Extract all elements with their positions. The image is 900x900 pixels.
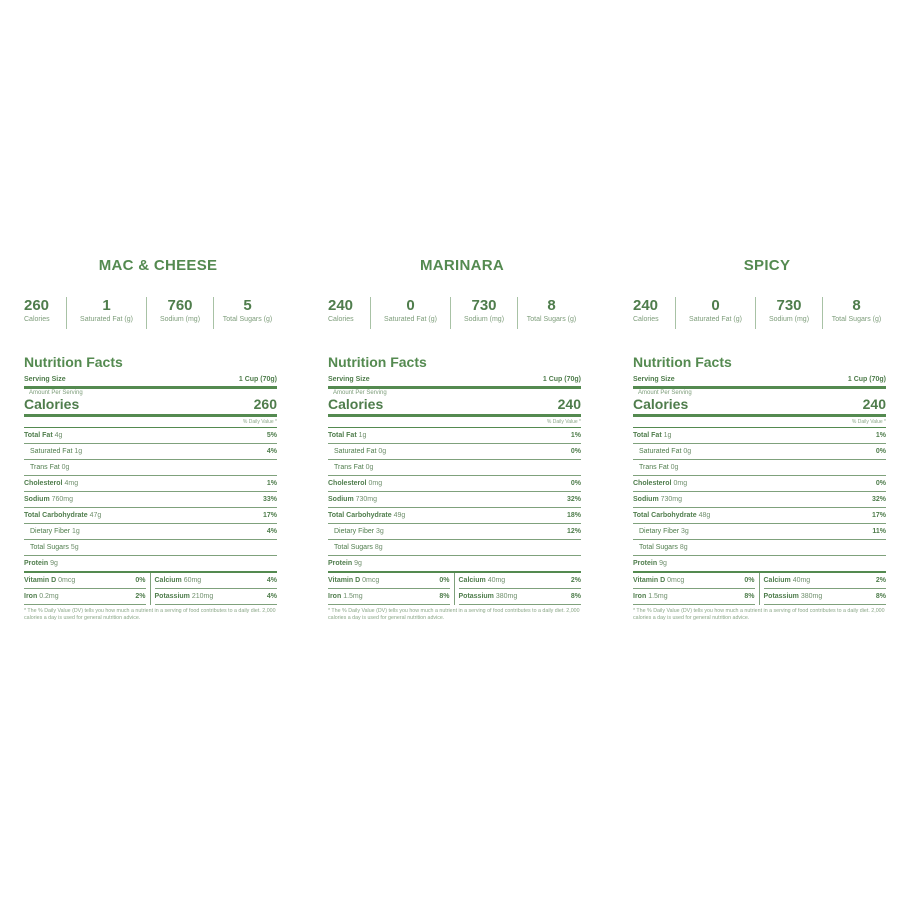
nutrient-amount: 9g <box>50 559 58 567</box>
mineral-amount: 1.5mg <box>648 593 668 600</box>
mineral-row <box>459 589 582 605</box>
nutrient-name <box>24 560 58 568</box>
nutrient-amount: 4g <box>54 431 63 439</box>
nutrient-row <box>24 476 277 492</box>
mineral-name <box>155 577 202 584</box>
nutrient-name <box>633 448 691 456</box>
stat-value: 8 <box>547 297 556 314</box>
nutrient-name <box>328 432 366 440</box>
calories-row <box>328 397 581 417</box>
mineral-daily-value: 4% <box>266 577 277 584</box>
mineral-name <box>633 593 668 600</box>
summary-stat-saturated-fat <box>675 297 755 329</box>
nutrient-label: Total Fat <box>24 431 53 439</box>
summary-stat-saturated-fat <box>66 297 146 329</box>
mineral-daily-value: 2% <box>570 577 581 584</box>
mineral-daily-value: 8% <box>570 593 581 600</box>
nutrient-name <box>328 464 373 472</box>
mineral-amount: 40mg <box>487 577 506 584</box>
serving-size-value: 1 Cup (70g) <box>847 376 886 383</box>
stat-label: Total Sugars (g) <box>222 316 273 323</box>
nutrient-row <box>633 508 886 524</box>
mineral-name <box>155 593 214 600</box>
daily-value-footnote: * The % Daily Value (DV) tells you how much a nutrient in a serving of food contributes to a daily diet. 2,000 calories a day is used for general nutrition advice. <box>633 608 885 621</box>
nutrient-daily-value: 1% <box>266 479 277 487</box>
nutrient-label: Trans Fat <box>334 463 364 471</box>
mineral-name <box>24 577 75 584</box>
nutrient-name <box>633 528 689 536</box>
mineral-row <box>459 573 582 589</box>
nutrient-row <box>24 460 277 476</box>
stat-label: Saturated Fat (g) <box>384 316 437 323</box>
nutrient-row <box>24 508 277 524</box>
nutrient-amount: 0g <box>683 447 692 455</box>
serving-size-value: 1 Cup (70g) <box>542 376 581 383</box>
calories-value: 260 <box>253 396 277 412</box>
nutrition-facts-title: Nutrition Facts <box>633 354 732 370</box>
mineral-amount: 1.5mg <box>343 593 363 600</box>
nutrient-label: Cholesterol <box>633 479 672 487</box>
nutrient-amount: 8g <box>374 543 383 551</box>
calories-value: 240 <box>862 396 886 412</box>
nutrient-row <box>24 556 277 573</box>
nutrition-facts-label <box>633 354 886 622</box>
nutrient-daily-value: 4% <box>266 527 277 535</box>
nutrient-label: Protein <box>328 559 353 567</box>
mineral-label: Potassium <box>458 593 494 600</box>
nutrient-row <box>633 492 886 508</box>
nutrient-row <box>328 508 581 524</box>
nutrient-label: Protein <box>633 559 658 567</box>
nutrient-label: Total Carbohydrate <box>633 511 697 519</box>
nutrient-amount: 5g <box>70 543 79 551</box>
mineral-daily-value: 2% <box>135 593 146 600</box>
summary-stat-sodium <box>450 297 517 329</box>
serving-size-row <box>328 375 581 389</box>
stat-label: Sodium (mg) <box>159 316 201 323</box>
nutrient-name <box>328 480 382 488</box>
nutrient-daily-value: 11% <box>872 527 886 535</box>
mineral-daily-value: 8% <box>875 593 886 600</box>
minerals-grid <box>633 573 886 605</box>
mineral-name <box>764 593 823 600</box>
nutrient-amount: 3g <box>681 527 689 535</box>
serving-size-value: 1 Cup (70g) <box>238 376 277 383</box>
summary-stat-sodium <box>755 297 822 329</box>
nutrient-amount: 9g <box>659 559 667 567</box>
stat-label: Total Sugars (g) <box>831 316 882 323</box>
nutrient-row <box>328 476 581 492</box>
mineral-name <box>328 593 363 600</box>
nutrient-row <box>633 444 886 460</box>
nutrient-amount: 9g <box>354 559 362 567</box>
summary-stats <box>24 297 292 329</box>
mineral-amount: 0mcg <box>667 577 685 584</box>
serving-size-row <box>24 375 277 389</box>
nutrient-daily-value: 4% <box>266 447 277 455</box>
minerals-left-column <box>328 573 455 605</box>
nutrient-daily-value: 12% <box>566 527 581 535</box>
summary-stat-total-sugars <box>822 297 890 329</box>
nutrient-label: Trans Fat <box>30 463 60 471</box>
nutrient-name <box>24 432 62 440</box>
daily-value-footnote: * The % Daily Value (DV) tells you how much a nutrient in a serving of food contributes to a daily diet. 2,000 calories a day is used for general nutrition advice. <box>328 608 580 621</box>
mineral-label: Iron <box>24 593 38 600</box>
nutrient-name <box>24 496 73 504</box>
summary-stat-calories <box>24 297 66 329</box>
mineral-label: Vitamin D <box>24 577 57 584</box>
nutrient-amount: 0g <box>378 447 387 455</box>
nutrient-label: Total Carbohydrate <box>24 511 88 519</box>
nutrient-label: Total Fat <box>633 431 662 439</box>
nutrient-daily-value: 33% <box>262 495 277 503</box>
summary-stat-calories <box>328 297 370 329</box>
nutrient-row <box>24 524 277 540</box>
mineral-daily-value: 2% <box>875 577 886 584</box>
nutrient-label: Protein <box>24 559 49 567</box>
nutrient-label: Total Sugars <box>639 543 678 551</box>
daily-value-header: % Daily Value * <box>328 417 581 428</box>
mineral-row <box>764 573 887 589</box>
mineral-name <box>633 577 684 584</box>
minerals-right-column <box>151 573 278 605</box>
nutrient-label: Trans Fat <box>639 463 669 471</box>
stat-value: 730 <box>471 297 497 314</box>
nutrient-row <box>633 460 886 476</box>
nutrient-daily-value: 18% <box>566 511 581 519</box>
nutrient-name <box>24 448 82 456</box>
mineral-amount: 0mcg <box>58 577 76 584</box>
nutrient-amount: 47g <box>89 511 102 519</box>
nutrient-name <box>24 512 101 520</box>
nutrient-list <box>633 428 886 573</box>
nutrient-name <box>633 496 682 504</box>
calories-row <box>633 397 886 417</box>
mineral-name <box>459 577 506 584</box>
nutrient-row <box>633 476 886 492</box>
nutrient-daily-value: 17% <box>871 511 886 519</box>
nutrient-row <box>24 540 277 556</box>
nutrient-amount: 1g <box>72 527 80 535</box>
amount-per-serving-label: Amount Per Serving <box>29 390 83 396</box>
nutrient-row <box>328 492 581 508</box>
nutrient-daily-value: 1% <box>875 431 886 439</box>
nutrient-amount: 8g <box>679 543 688 551</box>
stat-value: 760 <box>167 297 193 314</box>
mineral-name <box>764 577 811 584</box>
mineral-daily-value: 8% <box>439 593 450 600</box>
nutrient-label: Cholesterol <box>24 479 63 487</box>
nutrient-row <box>328 524 581 540</box>
nutrient-label: Sodium <box>328 495 354 503</box>
amount-per-serving-label: Amount Per Serving <box>333 390 387 396</box>
minerals-right-column <box>455 573 582 605</box>
nutrient-amount: 0g <box>365 463 374 471</box>
amount-per-serving-label: Amount Per Serving <box>638 390 692 396</box>
nutrient-name <box>328 560 362 568</box>
nutrient-row <box>328 460 581 476</box>
mineral-label: Iron <box>633 593 647 600</box>
nutrient-amount: 1g <box>74 447 83 455</box>
nutrition-facts-label <box>328 354 581 622</box>
mineral-row <box>24 589 146 605</box>
stat-value: 730 <box>776 297 802 314</box>
nutrient-name <box>633 560 667 568</box>
summary-stat-total-sugars <box>213 297 281 329</box>
mineral-row <box>328 573 450 589</box>
nutrient-name <box>633 432 671 440</box>
nutrient-daily-value: 5% <box>266 431 277 439</box>
nutrient-row <box>633 540 886 556</box>
mineral-label: Iron <box>328 593 342 600</box>
daily-value-header: % Daily Value * <box>633 417 886 428</box>
nutrient-label: Sodium <box>24 495 50 503</box>
nutrient-row <box>24 492 277 508</box>
nutrient-label: Cholesterol <box>328 479 367 487</box>
nutrient-row <box>328 556 581 573</box>
mineral-name <box>328 577 379 584</box>
nutrient-amount: 0mg <box>368 479 383 487</box>
calories-label: Calories <box>328 396 384 412</box>
nutrient-row <box>24 428 277 444</box>
panel-mac-and-cheese <box>24 256 292 622</box>
stat-label: Calories <box>328 316 354 323</box>
mineral-daily-value: 0% <box>135 577 146 584</box>
mineral-amount: 380mg <box>800 593 823 600</box>
mineral-amount: 40mg <box>792 577 811 584</box>
stat-label: Sodium (mg) <box>463 316 505 323</box>
panel-title: MARINARA <box>419 257 505 274</box>
mineral-amount: 210mg <box>191 593 214 600</box>
nutrient-amount: 760mg <box>51 495 74 503</box>
nutrient-daily-value: 0% <box>570 447 581 455</box>
nutrient-daily-value: 0% <box>570 479 581 487</box>
nutrient-label: Dietary Fiber <box>30 527 71 535</box>
nutrient-name <box>633 480 687 488</box>
nutrient-name <box>328 544 383 552</box>
mineral-amount: 0mcg <box>362 577 380 584</box>
nutrient-name <box>24 480 78 488</box>
mineral-name <box>459 593 518 600</box>
nutrient-amount: 730mg <box>660 495 683 503</box>
mineral-amount: 380mg <box>495 593 518 600</box>
mineral-daily-value: 0% <box>744 577 755 584</box>
nutrient-row <box>633 428 886 444</box>
summary-stats <box>633 297 900 329</box>
minerals-left-column <box>633 573 760 605</box>
mineral-row <box>764 589 887 605</box>
panel-spicy <box>633 256 900 622</box>
nutrition-facts-label <box>24 354 277 622</box>
mineral-label: Potassium <box>154 593 190 600</box>
nutrient-amount: 1g <box>358 431 367 439</box>
nutrient-name <box>633 544 688 552</box>
mineral-label: Potassium <box>763 593 799 600</box>
minerals-left-column <box>24 573 151 605</box>
stat-label: Saturated Fat (g) <box>80 316 133 323</box>
serving-size-label: Serving Size <box>328 376 370 383</box>
nutrient-row <box>328 444 581 460</box>
mineral-amount: 0.2mg <box>39 593 59 600</box>
stat-label: Saturated Fat (g) <box>689 316 742 323</box>
mineral-daily-value: 0% <box>439 577 450 584</box>
stat-label: Sodium (mg) <box>768 316 810 323</box>
mineral-row <box>155 589 278 605</box>
nutrient-name <box>24 528 80 536</box>
nutrient-row <box>328 428 581 444</box>
mineral-label: Vitamin D <box>328 577 361 584</box>
mineral-row <box>633 589 755 605</box>
mineral-amount: 60mg <box>183 577 202 584</box>
nutrient-amount: 48g <box>698 511 711 519</box>
nutrient-name <box>328 496 377 504</box>
nutrient-label: Dietary Fiber <box>639 527 680 535</box>
nutrient-label: Saturated Fat <box>30 447 73 455</box>
nutrient-name <box>328 512 405 520</box>
nutrient-row <box>633 556 886 573</box>
stat-value: 240 <box>633 297 659 314</box>
minerals-grid <box>24 573 277 605</box>
nutrient-label: Total Fat <box>328 431 357 439</box>
nutrient-name <box>633 464 678 472</box>
nutrient-list <box>24 428 277 573</box>
nutrient-amount: 0mg <box>673 479 688 487</box>
nutrient-name <box>328 528 384 536</box>
nutrient-daily-value: 1% <box>570 431 581 439</box>
nutrient-label: Sodium <box>633 495 659 503</box>
nutrient-row <box>24 444 277 460</box>
stat-value: 5 <box>243 297 252 314</box>
nutrient-amount: 0g <box>670 463 679 471</box>
nutrient-name <box>633 512 710 520</box>
panel-title: SPICY <box>743 257 791 274</box>
summary-stat-saturated-fat <box>370 297 450 329</box>
stat-value: 8 <box>852 297 861 314</box>
mineral-name <box>24 593 59 600</box>
panel-marinara <box>328 256 596 622</box>
nutrient-amount: 4mg <box>64 479 79 487</box>
calories-value: 240 <box>557 396 581 412</box>
nutrient-amount: 0g <box>61 463 70 471</box>
mineral-daily-value: 4% <box>266 593 277 600</box>
nutrition-facts-title: Nutrition Facts <box>24 354 123 370</box>
summary-stats <box>328 297 596 329</box>
nutrient-row <box>633 524 886 540</box>
nutrient-daily-value: 32% <box>566 495 581 503</box>
nutrient-daily-value: 0% <box>875 447 886 455</box>
nutrient-label: Total Sugars <box>30 543 69 551</box>
calories-row <box>24 397 277 417</box>
nutrient-name <box>328 448 386 456</box>
stat-value: 0 <box>406 297 415 314</box>
nutrient-daily-value: 0% <box>875 479 886 487</box>
nutrient-label: Saturated Fat <box>639 447 682 455</box>
nutrient-amount: 3g <box>376 527 384 535</box>
serving-size-label: Serving Size <box>24 376 66 383</box>
stat-value: 1 <box>102 297 111 314</box>
summary-stat-calories <box>633 297 675 329</box>
stat-label: Calories <box>24 316 50 323</box>
summary-stat-total-sugars <box>517 297 585 329</box>
nutrient-list <box>328 428 581 573</box>
stat-value: 240 <box>328 297 354 314</box>
stat-value: 0 <box>711 297 720 314</box>
stat-label: Total Sugars (g) <box>526 316 577 323</box>
nutrient-amount: 730mg <box>355 495 378 503</box>
mineral-row <box>24 573 146 589</box>
nutrient-label: Total Carbohydrate <box>328 511 392 519</box>
nutrient-amount: 49g <box>393 511 406 519</box>
mineral-row <box>633 573 755 589</box>
nutrient-label: Total Sugars <box>334 543 373 551</box>
daily-value-footnote: * The % Daily Value (DV) tells you how much a nutrient in a serving of food contributes to a daily diet. 2,000 calories a day is used for general nutrition advice. <box>24 608 276 621</box>
nutrient-label: Saturated Fat <box>334 447 377 455</box>
nutrient-daily-value: 17% <box>262 511 277 519</box>
nutrient-name <box>24 544 79 552</box>
stat-label: Calories <box>633 316 659 323</box>
mineral-daily-value: 8% <box>744 593 755 600</box>
mineral-label: Vitamin D <box>633 577 666 584</box>
stat-value: 260 <box>24 297 50 314</box>
mineral-label: Calcium <box>458 577 486 584</box>
serving-size-row <box>633 375 886 389</box>
nutrient-row <box>328 540 581 556</box>
mineral-label: Calcium <box>763 577 791 584</box>
calories-label: Calories <box>633 396 689 412</box>
mineral-row <box>155 573 278 589</box>
mineral-row <box>328 589 450 605</box>
nutrient-daily-value: 32% <box>871 495 886 503</box>
nutrient-label: Dietary Fiber <box>334 527 375 535</box>
minerals-grid <box>328 573 581 605</box>
mineral-label: Calcium <box>154 577 182 584</box>
nutrient-amount: 1g <box>663 431 672 439</box>
calories-label: Calories <box>24 396 80 412</box>
minerals-right-column <box>760 573 887 605</box>
nutrition-facts-title: Nutrition Facts <box>328 354 427 370</box>
daily-value-header: % Daily Value * <box>24 417 277 428</box>
nutrient-name <box>24 464 69 472</box>
serving-size-label: Serving Size <box>633 376 675 383</box>
summary-stat-sodium <box>146 297 213 329</box>
panel-title: MAC & CHEESE <box>98 257 218 274</box>
